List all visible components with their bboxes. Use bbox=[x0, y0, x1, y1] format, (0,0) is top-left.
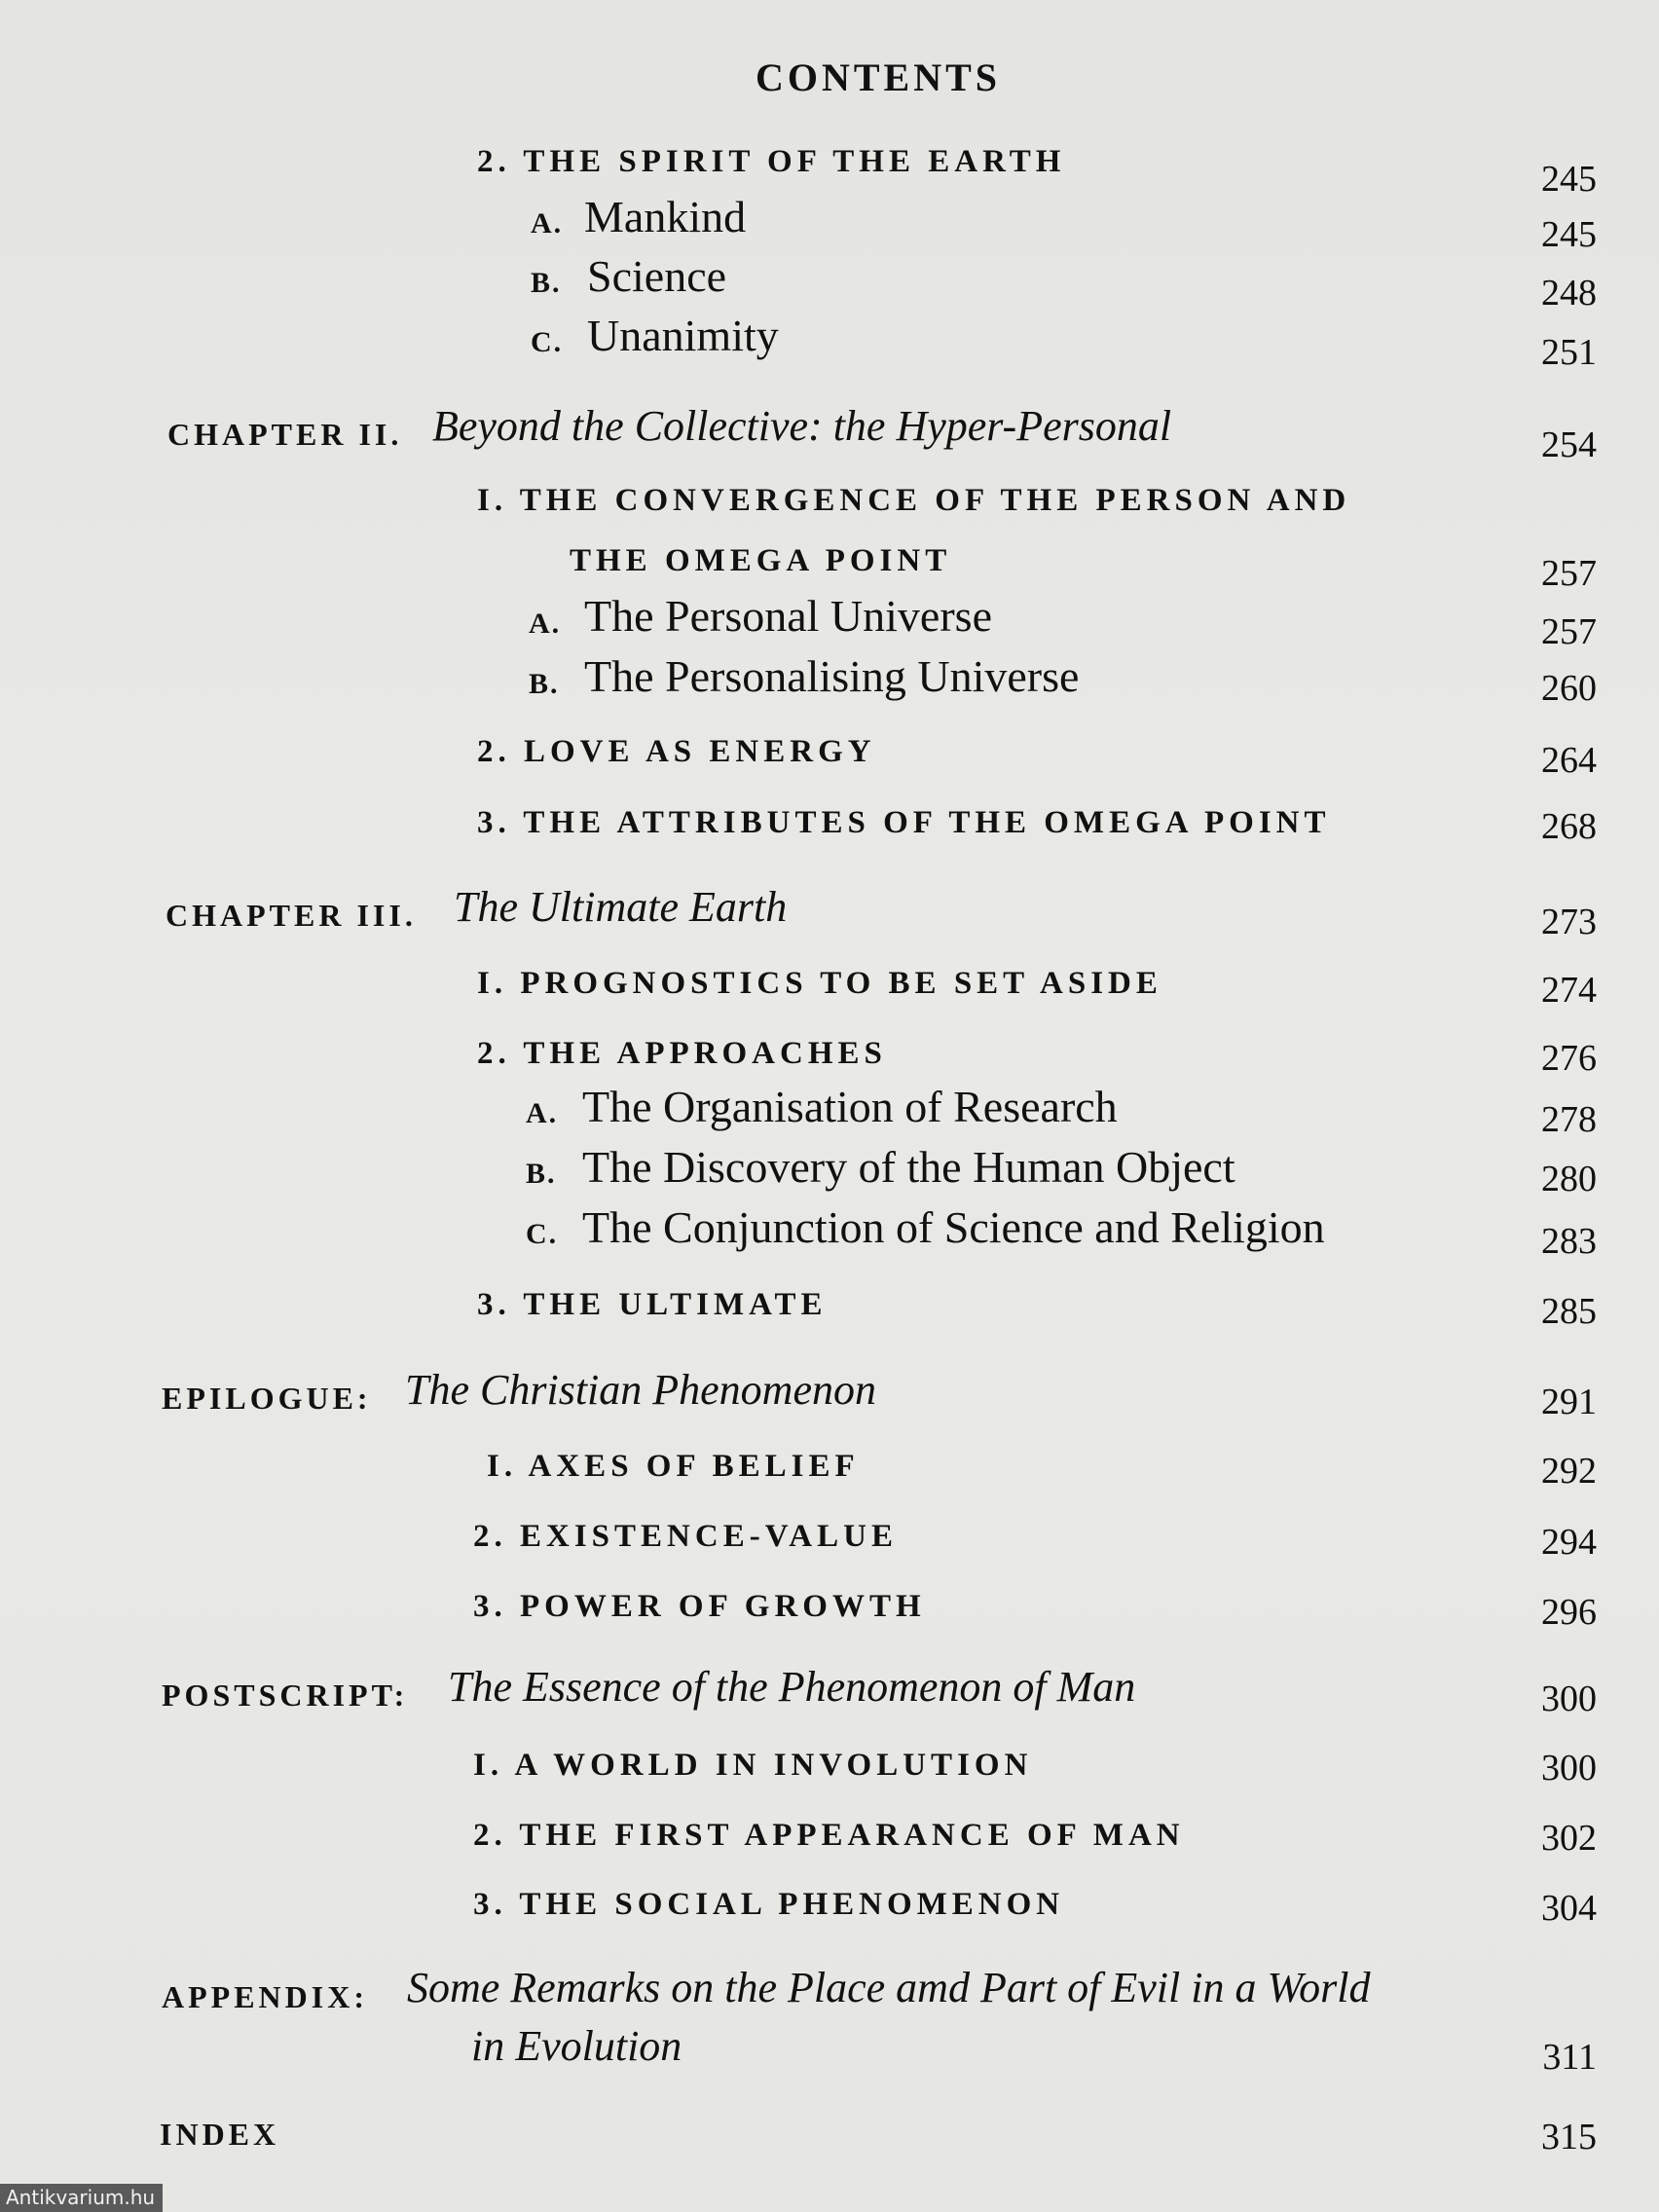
toc-chapter-title: The Ultimate Earth bbox=[454, 883, 788, 931]
toc-page-number: 248 bbox=[1541, 273, 1597, 313]
toc-page-number: 300 bbox=[1541, 1748, 1597, 1788]
toc-page-number: 257 bbox=[1541, 611, 1597, 652]
toc-page-number: 278 bbox=[1541, 1099, 1597, 1140]
toc-section: 3. THE SOCIAL PHENOMENON bbox=[473, 1887, 1065, 1922]
toc-page-number: 264 bbox=[1541, 740, 1597, 781]
toc-page-number: 276 bbox=[1541, 1038, 1597, 1079]
toc-page-number: 315 bbox=[1541, 2117, 1597, 2157]
toc-section: 2. EXISTENCE-VALUE bbox=[473, 1519, 898, 1554]
toc-chapter-label: EPILOGUE: bbox=[162, 1381, 372, 1416]
toc-section: 3. THE ATTRIBUTES OF THE OMEGA POINT bbox=[477, 805, 1331, 840]
toc-subsection: Science bbox=[587, 251, 727, 301]
toc-chapter-label: CHAPTER III. bbox=[166, 898, 417, 933]
toc-section: I. THE CONVERGENCE OF THE PERSON AND bbox=[477, 483, 1351, 518]
toc-section: I. AXES OF BELIEF bbox=[487, 1449, 860, 1484]
toc-chapter-title-cont: in Evolution bbox=[471, 2022, 682, 2070]
toc-subsection-letter: B. bbox=[529, 668, 560, 700]
toc-chapter-label: POSTSCRIPT: bbox=[162, 1677, 409, 1713]
page-title: CONTENTS bbox=[755, 55, 1002, 99]
toc-section-cont: THE OMEGA POINT bbox=[570, 543, 952, 578]
toc-page-number: 245 bbox=[1541, 214, 1597, 255]
toc-subsection-letter: A. bbox=[531, 207, 564, 240]
toc-chapter-title: The Christian Phenomenon bbox=[405, 1366, 876, 1414]
toc-subsection: The Discovery of the Human Object bbox=[582, 1142, 1235, 1192]
toc-chapter-title: Beyond the Collective: the Hyper-Personal bbox=[432, 402, 1172, 450]
toc-subsection: The Personalising Universe bbox=[584, 651, 1080, 701]
toc-subsection-letter: B. bbox=[531, 267, 562, 299]
toc-page-number: 260 bbox=[1541, 668, 1597, 709]
toc-page-number: 292 bbox=[1541, 1451, 1597, 1492]
toc-subsection-letter: A. bbox=[529, 608, 562, 640]
toc-section: 2. THE FIRST APPEARANCE OF MAN bbox=[473, 1818, 1185, 1853]
toc-subsection-letter: B. bbox=[526, 1158, 557, 1190]
watermark: Antikvarium.hu bbox=[0, 2184, 163, 2212]
toc-subsection-letter: C. bbox=[526, 1218, 559, 1250]
toc-subsection-letter: C. bbox=[531, 326, 564, 358]
toc-page-number: 254 bbox=[1541, 424, 1597, 465]
toc-section: I. PROGNOSTICS TO BE SET ASIDE bbox=[477, 966, 1162, 1001]
toc-page-number: 274 bbox=[1541, 970, 1597, 1011]
toc-section: I. A WORLD IN INVOLUTION bbox=[473, 1748, 1033, 1783]
toc-page-number: 304 bbox=[1541, 1888, 1597, 1929]
toc-subsection: The Personal Universe bbox=[584, 591, 992, 641]
toc-page-number: 302 bbox=[1541, 1818, 1597, 1859]
toc-page-number: 283 bbox=[1541, 1221, 1597, 1262]
toc-subsection-letter: A. bbox=[526, 1097, 559, 1129]
toc-page-number: 268 bbox=[1541, 806, 1597, 847]
toc-chapter-label: APPENDIX: bbox=[162, 1979, 368, 2014]
toc-page-number: 273 bbox=[1541, 902, 1597, 942]
toc-page-number: 285 bbox=[1541, 1291, 1597, 1332]
toc-section: 2. LOVE AS ENERGY bbox=[477, 734, 876, 769]
toc-page-number: 300 bbox=[1541, 1678, 1597, 1719]
toc-chapter-title: The Essence of the Phenomenon of Man bbox=[448, 1663, 1136, 1711]
toc-subsection: The Conjunction of Science and Religion bbox=[582, 1202, 1325, 1252]
toc-page-number: 311 bbox=[1542, 2037, 1597, 2078]
toc-subsection: Mankind bbox=[584, 192, 747, 241]
toc-page-number: 296 bbox=[1541, 1592, 1597, 1633]
toc-chapter-label: INDEX bbox=[160, 2117, 280, 2152]
toc-page-number: 291 bbox=[1541, 1382, 1597, 1422]
toc-section: 3. THE ULTIMATE bbox=[477, 1287, 828, 1322]
toc-page-number: 245 bbox=[1541, 159, 1597, 200]
toc-page-number: 251 bbox=[1541, 332, 1597, 373]
toc-subsection: Unanimity bbox=[587, 311, 779, 360]
toc-chapter-label: CHAPTER II. bbox=[167, 417, 403, 452]
toc-section: 3. POWER OF GROWTH bbox=[473, 1589, 926, 1624]
toc-section: 2. THE SPIRIT OF THE EARTH bbox=[477, 144, 1066, 179]
toc-page-number: 280 bbox=[1541, 1159, 1597, 1199]
toc-subsection: The Organisation of Research bbox=[582, 1082, 1118, 1131]
toc-section: 2. THE APPROACHES bbox=[477, 1036, 887, 1071]
toc-page-number: 294 bbox=[1541, 1522, 1597, 1563]
toc-page-number: 257 bbox=[1541, 553, 1597, 594]
toc-chapter-title: Some Remarks on the Place amd Part of Evil in a World bbox=[407, 1964, 1371, 2011]
